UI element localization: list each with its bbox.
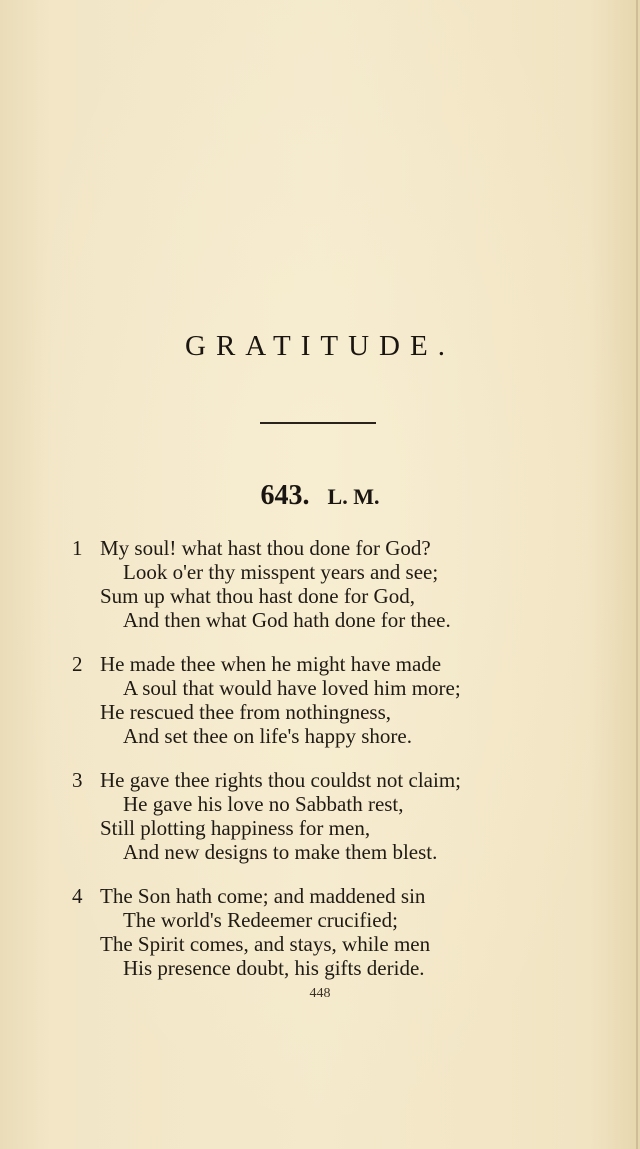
verse-line: The world's Redeemer crucified;: [123, 908, 398, 932]
verse-line: A soul that would have loved him more;: [123, 676, 461, 700]
verse-line: And set thee on life's happy shore.: [123, 724, 412, 748]
hymn-heading: [0, 480, 640, 512]
hymn-text: [72, 536, 552, 1000]
stanza-number: 1: [72, 536, 83, 560]
stanza-4: [72, 884, 552, 980]
verse-line: He made thee when he might have made: [100, 652, 442, 676]
verse-line: The Son hath come; and maddened sin: [100, 884, 426, 908]
section-title: GRATITUDE.: [185, 330, 455, 362]
verse-line: Look o'er thy misspent years and see;: [123, 560, 439, 584]
verse-line: He gave his love no Sabbath rest,: [123, 792, 404, 816]
hymn-number: 643.: [260, 480, 310, 511]
stanza-number: 2: [72, 652, 83, 676]
verse-line: And new designs to make them blest.: [123, 840, 438, 864]
verse-line: The Spirit comes, and stays, while men: [100, 932, 431, 956]
verse-line: He gave thee rights thou couldst not claim;: [100, 768, 461, 792]
page-number: 448: [309, 986, 331, 1001]
verse-line: He rescued thee from nothingness,: [100, 700, 391, 724]
stanza-number: 3: [72, 768, 83, 792]
hymn-meter: L. M.: [327, 484, 380, 509]
verse-line: And then what God hath done for thee.: [123, 608, 451, 632]
verse-line: Sum up what thou hast done for God,: [100, 584, 415, 608]
page-edge-shadow: [636, 0, 638, 1149]
stanza-number: 4: [72, 884, 83, 908]
stanza-1: [72, 536, 552, 632]
verse-line: Still plotting happiness for men,: [100, 816, 371, 840]
stanza-3: [72, 768, 552, 864]
stanza-2: [72, 652, 552, 748]
verse-line: My soul! what hast thou done for God?: [100, 536, 431, 560]
title-divider-rule: [260, 422, 376, 424]
verse-line: His presence doubt, his gifts deride.: [123, 956, 425, 980]
